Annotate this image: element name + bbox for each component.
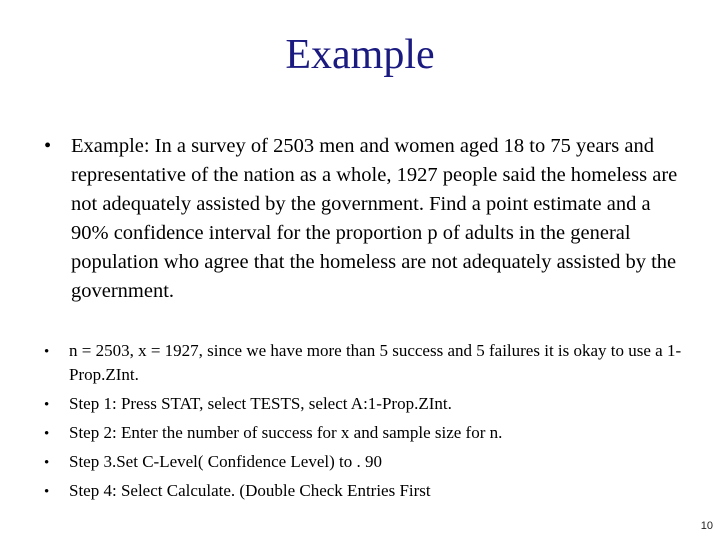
step-item: [44, 392, 684, 416]
bullet-icon: •: [44, 344, 50, 360]
step-text: n = 2503, x = 1927, since we have more than 5 success and 5 failures it is okay to use a 1-Prop.ZInt.: [69, 341, 682, 384]
step-text: Step 3.Set C-Level( Confidence Level) to . 90: [69, 452, 382, 471]
step-item: [44, 339, 684, 387]
steps-bullet-list: [44, 339, 684, 508]
main-bullet-list: [44, 132, 684, 306]
bullet-icon: •: [44, 426, 50, 442]
step-text: Step 4: Select Calculate. (Double Check Entries First: [69, 481, 431, 500]
main-bullet-text: Example: In a survey of 2503 men and women aged 18 to 75 years and representative of the nation as a whole, 1927 people said the homeless are not adequately assisted by the government. Find a point estimate and a 90% confidence interval for the proportion p of adults in the general population who agree that the homeless are not adequately assisted by the government.: [71, 135, 678, 302]
bullet-icon: •: [44, 135, 52, 157]
page-number: 10: [700, 520, 713, 532]
slide-title: Example: [285, 32, 435, 78]
bullet-icon: •: [44, 397, 50, 413]
step-item: [44, 479, 684, 503]
step-text: Step 2: Enter the number of success for x and sample size for n.: [69, 423, 503, 442]
step-item: [44, 450, 684, 474]
bullet-icon: •: [44, 455, 50, 471]
bullet-icon: •: [44, 484, 50, 500]
step-item: [44, 421, 684, 445]
main-bullet-item: [44, 132, 684, 306]
step-text: Step 1: Press STAT, select TESTS, select A:1-Prop.ZInt.: [69, 394, 452, 413]
